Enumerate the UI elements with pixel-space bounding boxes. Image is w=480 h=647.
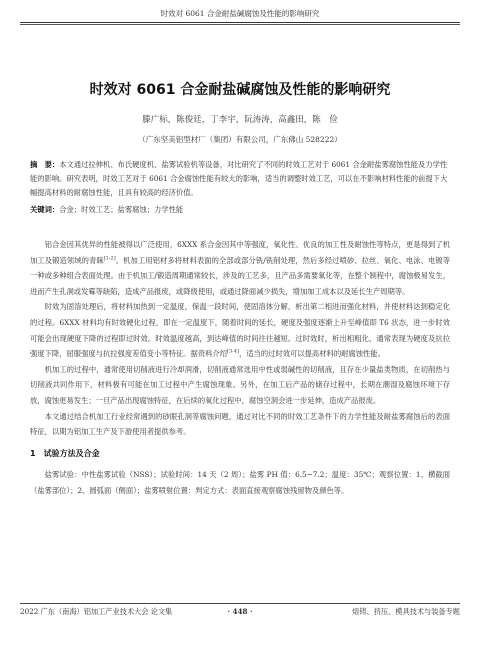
paragraph-3-text: 机加工的过程中，通常使用切削液进行冷却润滑，切削液通常选用中性或弱碱性的切削液，且存在少量盐类物质，在切削热与切削液共同作用下，材料极有可能在加工过程中产生腐蚀现象。另外，在加工后产品的储存过程中，长期在潮湿及腐蚀环境下存放，腐蚀更易发生；一旦产品出现腐蚀特征，在后续的氧化过程中，腐蚀空洞会进一步延伸，造成产品报废。 [30, 364, 450, 405]
abstract [30, 158, 450, 200]
section-1-paragraph: 盐雾试验：中性盐雾试验（NSS）；试验时间：14 天（2 周）；盐雾 PH 值：6.5~7.2；温度：35℃；观察位置：1、横截面（盐雾部位）；2、圆弧面（侧面）；盐雾喷射位置：判定方式：表面直接观察腐蚀残留物及颜色等。 [30, 470, 450, 495]
paragraph-2-text-b: ，适当的过时效可以提高材料的耐腐蚀性能。 [238, 349, 385, 359]
paragraph-1-text-a: 铝合金因其优异的性能被得以广泛使用，6XXX 系合金因其中等强度，氧化性、优良的加工性及耐蚀性等特点，更是得到了机加工及锻造领域的青睐 [30, 240, 450, 265]
paragraph-1-text-b: 。机加工用铝材多将材料表面的全部或部分铣/铣削处理，然后多经过喷砂、拉丝、氧化、电泳、电镀等一种或多种组合表面处理。由于机加工/锻造周期通常较长，涉及的工艺多，且产品多需要氧化等，在整个制程中，腐蚀极易发生，进而产生孔洞或发霉等缺陷，造成产品报废，或降级使用，或通过降面减少损失，增加加工成本以及延长生产周期等。 [30, 255, 450, 296]
body-text [30, 237, 450, 499]
citation-1: [1-2] [103, 255, 116, 262]
page-footer [20, 607, 460, 621]
keywords-label: 关键词： [30, 205, 60, 214]
footer-proceedings: 2022 广东（南海）铝加工产业技术大会 论文集 [20, 607, 173, 616]
paper-title: 时效对 6061 合金耐盐碱腐蚀及性能的影响研究 [89, 82, 391, 98]
paragraph-1 [30, 237, 450, 299]
citation-2: [3-4] [227, 348, 239, 355]
paragraph-2 [30, 299, 450, 361]
authors: 滕广标，陈俊廷，丁李宇，阮涛涛，高鑫田，陈 俭 [142, 115, 338, 125]
keywords-text: 合金；时效工艺；盐雾腐蚀；力学性能 [59, 205, 184, 214]
abstract-text: 本文通过拉伸机、布氏硬度机、盐雾试验机等设备，对比研究了不同的时效工艺对于 6061 合金耐盐雾腐蚀性能及力学性能的影响。研究表明，时效工艺对于 6061 合金腐蚀性能有较大的影响，适当的调整时效工艺，可以在不影响材料性能的前提下大幅提高材料的耐腐蚀性能，且具有较高的经济价值。 [30, 160, 448, 197]
abstract-label: 摘 要： [30, 160, 60, 169]
running-header: 时效对 6061 合金耐盐碱腐蚀及性能的影响研究 [20, 6, 460, 23]
paragraph-4-text: 本文通过结合机加工行业经常遇到的砂眼孔洞等腐蚀问题，通过对比不同的时效工艺条件下的力学性能及耐盐雾腐蚀后的表面特征，以期为铝加工生产及下游使用者提供参考。 [30, 411, 450, 437]
footer-rule [20, 603, 460, 604]
section-heading: 1 试验方法及合金 [30, 448, 100, 458]
header-rule [20, 24, 460, 25]
page-number: · 448 · [227, 607, 253, 616]
footer-topic: 熔铸、挤压、模具技术与装备专题 [352, 607, 460, 616]
paragraph-4 [30, 409, 450, 440]
keywords [30, 203, 450, 217]
paragraph-2-text-a: 时效为固溶处理后，将材料加热到一定温度，保温一段时间，使固溶体分解，析出第二相进而强化材料，并使材料达到稳定化的过程。6XXX 材料均有时效硬化过程，即在一定温度下，随着时间的延长，硬度及强度逐渐上升至峰值即 T6 状态，进一步时效可能会出现硬度下降的过程即过时效。时效温度越高，到达峰值的时间往往越短。过时效时，析出相粗化，通常表现为硬度及抗拉强度下降，屈服强度与抗拉强度差值变小等特征。据资料介绍 [30, 302, 450, 359]
affiliation: （广东坚美铝型材厂（集团）有限公司，广东佛山 528222） [138, 135, 342, 144]
paragraph-3 [30, 362, 450, 409]
